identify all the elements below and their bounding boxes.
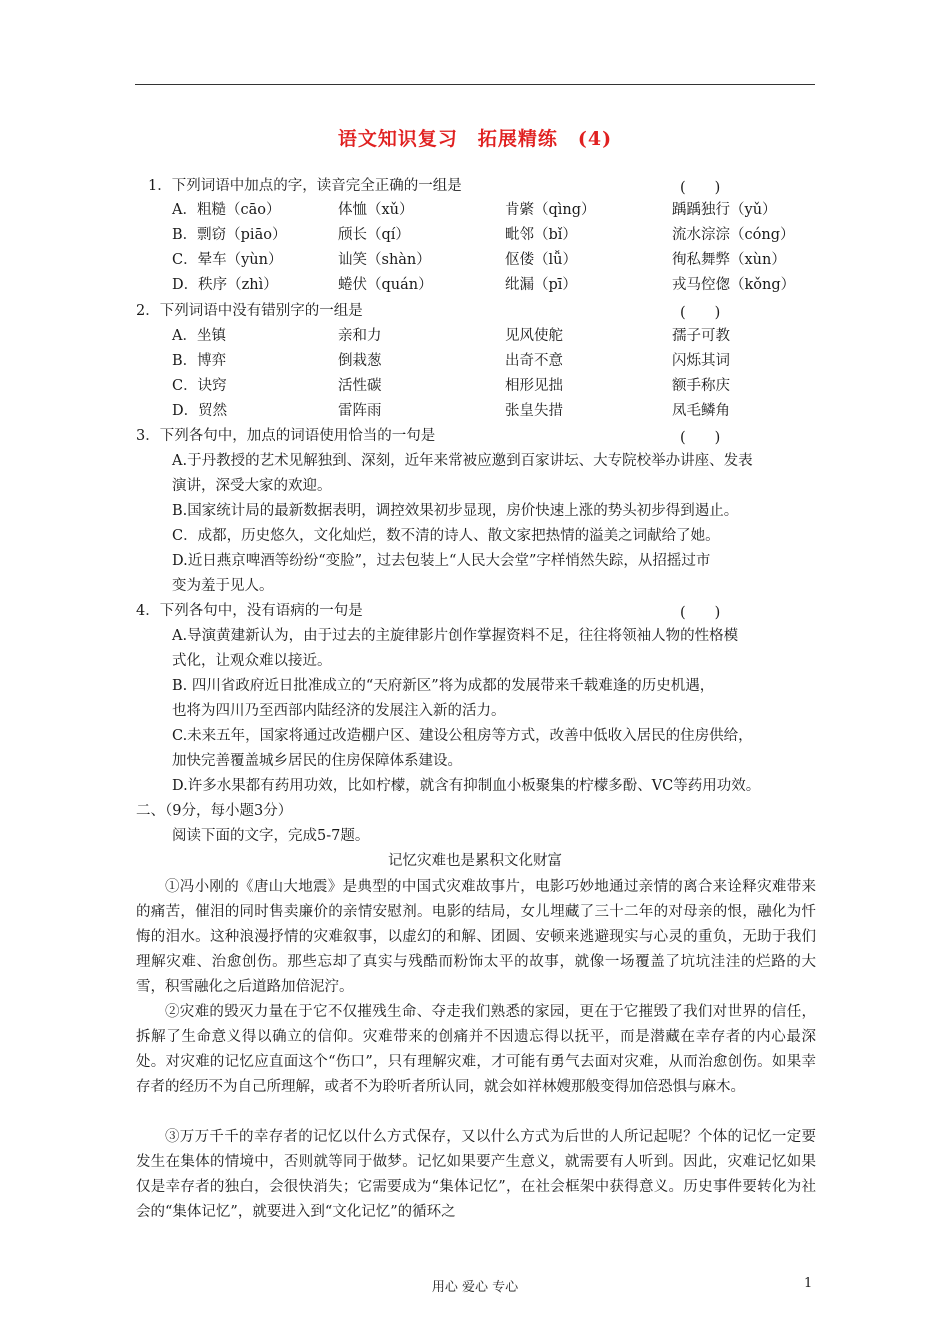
q4-answer-paren: ( ) [680, 605, 721, 621]
q4-option-a-line2: 式化，让观众难以接近。 [172, 653, 332, 669]
q2-a-4: 孺子可教 [672, 328, 730, 344]
q3-stem: 3．下列各句中，加点的词语使用恰当的一句是 [136, 428, 436, 444]
page-title: 语文知识复习 拓展精练 (4) [337, 128, 613, 150]
q2-b-2: 倒栽葱 [338, 353, 382, 369]
q2-b-1: B．博弈 [172, 353, 227, 369]
q2-stem: 2．下列词语中没有错别字的一组是 [136, 303, 363, 319]
q2-a-3: 见风使舵 [505, 328, 563, 344]
q2-c-4: 额手称庆 [672, 378, 730, 394]
q2-a-2: 亲和力 [338, 328, 382, 344]
q1-stem: 1．下列词语中加点的字，读音完全正确的一组是 [148, 178, 462, 194]
q1-c-1: C．晕车（yùn） [172, 252, 283, 268]
q2-c-3: 相形见拙 [505, 378, 563, 394]
reading-instruction: 阅读下面的文字，完成5-7题。 [172, 828, 370, 844]
page-number: 1 [804, 1276, 813, 1291]
header-rule [135, 84, 815, 85]
q3-option-a-line1: A.于丹教授的艺术见解独到、深刻，近年来常被应邀到百家讲坛、大专院校举办讲座、发表 [172, 453, 753, 469]
q4-option-d: D.许多水果都有药用功效，比如柠檬，就含有抑制血小板聚集的柠檬多酚、VC等药用功效。 [172, 778, 761, 794]
q2-b-4: 闪烁其词 [672, 353, 730, 369]
q2-c-1: C．诀窍 [172, 378, 227, 394]
q1-a-4: 踽踽独行（yǔ） [672, 202, 777, 218]
q3-option-b: B.国家统计局的最新数据表明，调控效果初步显现，房价快速上涨的势头初步得到遏止。 [172, 503, 739, 519]
q2-answer-paren: ( ) [680, 305, 721, 321]
q1-c-3: 伛偻（lǚ） [505, 252, 577, 268]
q1-d-4: 戎马倥偬（kǒng） [672, 277, 796, 293]
q4-option-b-line2: 也将为四川乃至西部内陆经济的发展注入新的活力。 [172, 703, 506, 719]
q1-c-4: 徇私舞弊（xùn） [672, 252, 786, 268]
q1-d-3: 纰漏（pī） [505, 277, 577, 293]
section-2-heading: 二、（9分，每小题3分） [136, 803, 293, 819]
article-paragraph-3: ③万万千千的幸存者的记忆以什么方式保存，又以什么方式为后世的人所记起呢？个体的记忆一定要发生在集体的情境中，否则就等同于做梦。记忆如果要产生意义，就需要有人听到。因此，灾难记忆如果仅是幸存者的独白，会很快消失；它需要成为“集体记忆”，在社会框架中获得意义。历史事件要转化为社会的“集体记忆”，就要进入到“文化记忆”的循环之 [136, 1129, 816, 1220]
article-paragraph-1: ①冯小刚的《唐山大地震》是典型的中国式灾难故事片，电影巧妙地通过亲情的离合来诠释灾难带来的痛苦，催泪的同时售卖廉价的亲情安慰剂。电影的结局，女儿埋藏了三十二年的对母亲的恨，融化为忏悔的泪水。这种浪漫抒情的灾难叙事，以虚幻的和解、团圆、安顿来逃避现实与心灵的重负，无助于我们理解灾难、治愈创伤。那些忘却了真实与残酷而粉饰太平的故事，就像一场覆盖了坑坑洼洼的烂路的大雪，积雪融化之后道路加倍泥泞。 [136, 879, 816, 995]
q1-b-1: B．剽窃（piāo） [172, 227, 287, 243]
q4-option-c-line2: 加快完善覆盖城乡居民的住房保障体系建设。 [172, 753, 462, 769]
q2-c-2: 活性碳 [338, 378, 382, 394]
q1-a-2: 体恤（xǔ） [338, 202, 414, 218]
q3-answer-paren: ( ) [680, 430, 721, 446]
q1-b-3: 毗邻（bǐ） [505, 227, 577, 243]
article-paragraph-2: ②灾难的毁灭力量在于它不仅摧残生命、夺走我们熟悉的家园，更在于它摧毁了我们对世界的信任，拆解了生命意义得以确立的信仰。灾难带来的创痛并不因遗忘得以抚平，而是潜藏在幸存者的内心最深处。对灾难的记忆应直面这个“伤口”，只有理解灾难，才可能有勇气去面对灾难，从而治愈创伤。如果幸存者的经历不为自己所理解，或者不为聆听者所认同，就会如祥林嫂那般变得加倍恐惧与麻木。 [136, 1004, 816, 1095]
q2-a-1: A．坐镇 [172, 328, 226, 344]
q4-option-a-line1: A.导演黄建新认为，由于过去的主旋律影片创作掌握资料不足，往往将领袖人物的性格模 [172, 628, 739, 644]
q1-b-4: 流水淙淙（cóng） [672, 227, 795, 243]
q1-answer-paren: ( ) [680, 180, 721, 196]
q2-d-1: D．贸然 [172, 403, 228, 419]
page-footer: 用心 爱心 专心 [431, 1280, 519, 1295]
q2-d-3: 张皇失措 [505, 403, 563, 419]
q4-option-b-line1: B. 四川省政府近日批准成立的“天府新区”将为成都的发展带来千载难逢的历史机遇， [172, 678, 715, 694]
q1-c-2: 讪笑（shàn） [338, 252, 431, 268]
q1-a-3: 肯綮（qìng） [505, 202, 596, 218]
q3-option-d-line2: 变为羞于见人。 [172, 578, 274, 594]
q3-option-d-line1: D.近日燕京啤酒等纷纷“变脸”，过去包装上“人民大会堂”字样悄然失踪，从招摇过市 [172, 553, 711, 569]
q2-b-3: 出奇不意 [505, 353, 563, 369]
q2-d-2: 雷阵雨 [338, 403, 382, 419]
q4-stem: 4．下列各句中，没有语病的一句是 [136, 603, 363, 619]
q1-d-2: 蜷伏（quán） [338, 277, 433, 293]
q2-d-4: 凤毛鳞角 [672, 403, 730, 419]
q1-b-2: 颀长（qí） [338, 227, 410, 243]
q3-option-a-line2: 演讲，深受大家的欢迎。 [172, 478, 332, 494]
q1-a-1: A．粗糙（cāo） [172, 202, 281, 218]
article-title: 记忆灾难也是累积文化财富 [388, 853, 562, 869]
q4-option-c-line1: C.未来五年，国家将通过改造棚户区、建设公租房等方式，改善中低收入居民的住房供给， [172, 728, 753, 744]
q1-d-1: D．秩序（zhì） [172, 277, 278, 293]
q3-option-c: C．成都，历史悠久，文化灿烂，数不清的诗人、散文家把热情的溢美之词献给了她。 [172, 528, 720, 544]
